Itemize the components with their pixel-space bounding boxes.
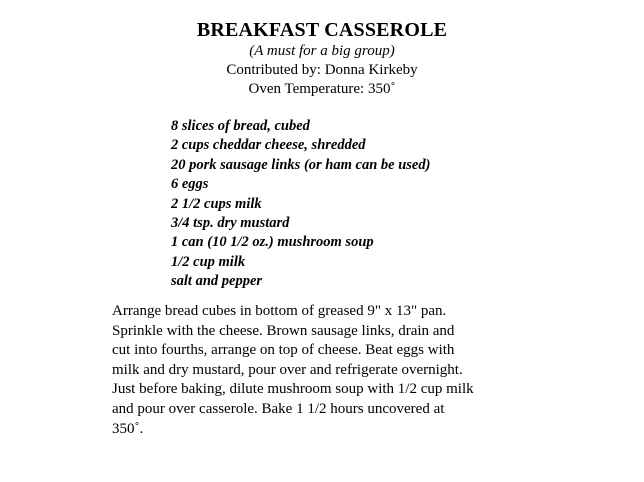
ingredient-item: 1/2 cup milk [171,253,246,270]
contributor-line: Contributed by: Donna Kirkeby [226,62,418,78]
ingredient-item: 2 cups cheddar cheese, shredded [171,137,366,154]
instructions-paragraph [112,302,572,439]
instruction-line: Sprinkle with the cheese. Brown sausage links, drain and [112,322,455,339]
ingredient-item: 20 pork sausage links (or ham can be used) [171,156,431,173]
ingredient-item: 2 1/2 cups milk [171,195,262,212]
recipe-header [0,18,644,99]
instruction-line: Just before baking, dilute mushroom soup with 1/2 cup milk [112,381,474,398]
recipe-subtitle: (A must for a big group) [249,43,395,59]
oven-temperature-line: Oven Temperature: 350˚ [248,81,396,97]
ingredient-list [171,117,430,292]
ingredient-item: salt and pepper [171,273,263,290]
recipe-title: BREAKFAST CASSEROLE [196,19,448,41]
instruction-line: Arrange bread cubes in bottom of greased 9" x 13" pan. [112,303,447,319]
ingredient-item: 6 eggs [171,176,209,193]
ingredient-item: 3/4 tsp. dry mustard [171,215,290,232]
instruction-line: cut into fourths, arrange on top of cheese. Beat eggs with [112,342,455,359]
instruction-line: and pour over casserole. Bake 1 1/2 hours uncovered at [112,400,445,417]
instruction-line: milk and dry mustard, pour over and refrigerate overnight. [112,361,463,378]
ingredient-item: 1 can (10 1/2 oz.) mushroom soup [171,234,374,251]
instruction-line: 350˚. [112,420,144,437]
ingredient-item: 8 slices of bread, cubed [171,118,310,134]
